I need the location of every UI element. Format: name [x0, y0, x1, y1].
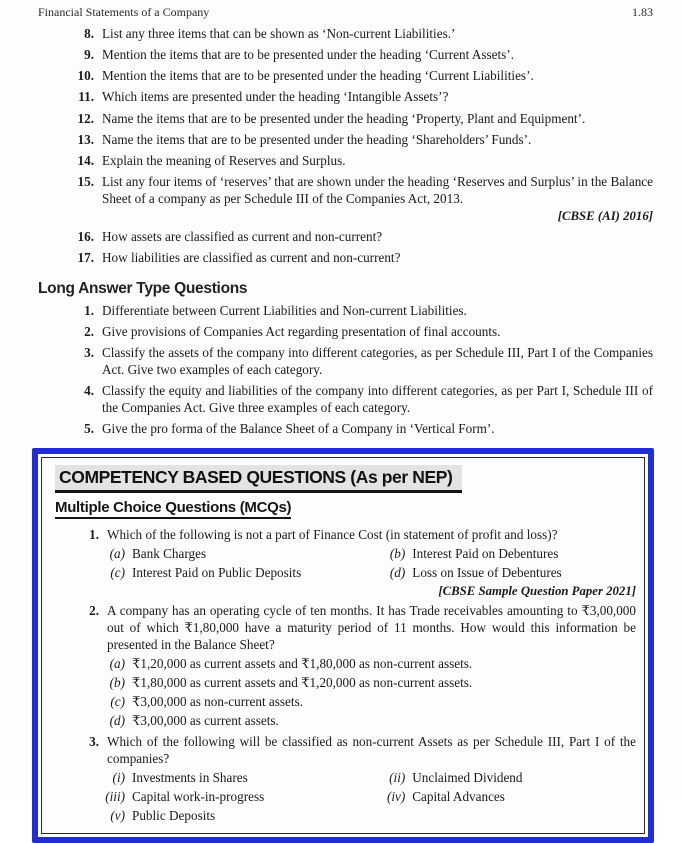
mcq-options: [97, 543, 636, 581]
question-text: Mention the items that are to be presented under the heading ‘Current Assets’.: [102, 47, 514, 63]
question-text: [107, 734, 636, 825]
question-number: 16.: [77, 228, 94, 244]
question-item: [64, 250, 653, 267]
question-text: Name the items that are to be presented under the heading ‘Shareholders’ Funds’.: [102, 131, 532, 147]
question-number: 15.: [77, 173, 94, 189]
mcq-section-title: Multiple Choice Questions (MCQs): [55, 499, 291, 519]
option-label: (ii): [389, 769, 406, 785]
question-item: [64, 229, 653, 246]
mcq-option: [377, 789, 636, 806]
question-text: [102, 174, 653, 224]
mcq-option: [97, 656, 636, 673]
question-item: [64, 421, 653, 438]
question-text: [107, 527, 636, 599]
mcq-option: [377, 565, 636, 582]
question-text: Mention the items that are to be presented under the heading ‘Current Liabilities’.: [102, 68, 534, 84]
competency-section-title: COMPETENCY BASED QUESTIONS (As per NEP): [55, 465, 462, 493]
long-answer-question-list: [64, 303, 653, 437]
mcq-option: [97, 694, 636, 711]
option-text: Bank Charges: [132, 545, 207, 561]
question-item: [64, 303, 653, 320]
question-text: How liabilities are classified as current and non-current?: [102, 249, 401, 265]
mcq-option: [97, 808, 377, 825]
question-number: 5.: [84, 420, 94, 436]
question-item: [64, 345, 653, 378]
option-text: Public Deposits: [132, 808, 216, 824]
question-number: 12.: [77, 110, 94, 126]
question-text: List any three items that can be shown as ‘Non-current Liabilities.’: [102, 26, 456, 41]
question-item: [64, 89, 653, 106]
question-number: 13.: [77, 131, 94, 147]
competency-questions-box: [32, 448, 654, 842]
question-item: [64, 68, 653, 85]
question-item: [64, 383, 653, 416]
question-number: 2.: [89, 603, 99, 619]
option-text: ₹3,00,000 as current assets.: [132, 713, 279, 729]
question-text: Give the pro forma of the Balance Sheet of a Company in ‘Vertical Form’.: [102, 420, 495, 436]
question-text-body: Which of the following is not a part of Finance Cost (in statement of profit and loss)?: [107, 526, 558, 542]
question-item: [64, 111, 653, 128]
option-text: Interest Paid on Public Deposits: [132, 565, 302, 581]
question-item: [64, 153, 653, 170]
mcq-option: [377, 546, 636, 563]
option-label: (a): [109, 545, 125, 561]
option-text: Interest Paid on Debentures: [412, 545, 559, 561]
option-text: Capital work-in-progress: [132, 789, 265, 805]
mcq-item: [69, 527, 636, 599]
mcq-item: [69, 734, 636, 825]
question-number: 10.: [77, 68, 94, 84]
question-number: 17.: [77, 249, 94, 265]
question-number: 1.: [84, 302, 94, 318]
question-text: Classify the equity and liabilities of the company into different categories, as per Part I, Schedule III of the Companies Act. Give three examples of each category.: [102, 382, 653, 415]
option-label: (c): [110, 565, 125, 581]
question-number: 1.: [89, 526, 99, 542]
option-text: Unclaimed Dividend: [412, 769, 523, 785]
option-label: (v): [110, 808, 125, 824]
option-label: (i): [112, 769, 125, 785]
question-text: Name the items that are to be presented under the heading ‘Property, Plant and Equipment’.: [102, 110, 586, 126]
question-text: [107, 603, 636, 729]
mcq-options: [97, 656, 636, 730]
question-text-body: Which of the following will be classified as non-current Assets as per Schedule III, Part I of the companies?: [107, 734, 636, 766]
competency-questions-inner-frame: [41, 457, 645, 833]
question-item: [64, 174, 653, 224]
section-heading-long-answer: Long Answer Type Questions: [38, 280, 248, 298]
citation: [CBSE (AI) 2016]: [557, 209, 653, 224]
option-text: Loss on Issue of Debentures: [412, 565, 562, 581]
page-header: [38, 5, 653, 20]
question-item: [64, 47, 653, 64]
mcq-list: [69, 527, 636, 825]
option-label: (a): [109, 655, 125, 671]
question-number: 2.: [84, 324, 94, 340]
option-text: ₹1,80,000 as current assets and ₹1,20,000 as non-current assets.: [132, 674, 473, 690]
question-item: [64, 324, 653, 341]
mcq-options: [97, 767, 636, 824]
option-label: (d): [389, 565, 406, 581]
mcq-option: [97, 675, 636, 692]
option-label: (b): [109, 674, 125, 690]
short-answer-question-list: [64, 26, 653, 266]
option-label: (iii): [105, 789, 125, 805]
mcq-option: [97, 770, 377, 787]
question-number: 8.: [84, 26, 94, 41]
option-label: (d): [109, 713, 125, 729]
option-text: ₹1,20,000 as current assets and ₹1,80,000 as non-current assets.: [132, 655, 473, 671]
page-number: 1.83: [632, 5, 653, 19]
question-text: Classify the assets of the company into different categories, as per Schedule III, Part I of the Companies Act. Give two examples of each category.: [102, 345, 653, 377]
option-label: (b): [389, 545, 406, 561]
question-item: [64, 26, 653, 43]
option-text: Investments in Shares: [132, 769, 248, 785]
question-number: 9.: [84, 47, 94, 63]
mcq-option: [97, 565, 377, 582]
question-text-body: A company has an operating cycle of ten months. It has Trade receivables amounting to ₹3,00,000 out of which ₹1,80,000 have a maturity period of 11 months. How would this information be presented in the Balance Sheet?: [107, 603, 636, 652]
option-text: Capital Advances: [412, 789, 505, 805]
question-text: Explain the meaning of Reserves and Surplus.: [102, 152, 346, 168]
question-item: [64, 132, 653, 149]
option-label: (c): [110, 693, 125, 709]
question-number: 3.: [84, 345, 94, 361]
option-label: (iv): [386, 789, 406, 805]
question-text: Give provisions of Companies Act regarding presentation of final accounts.: [102, 324, 501, 340]
question-text-body: List any four items of ‘reserves’ that are shown under the heading ‘Reserves and Surplus’ in the Balance Sheet of a company as per Schedule III of the Companies Act, 2013.: [102, 173, 653, 206]
question-text: Differentiate between Current Liabilities and Non-current Liabilities.: [102, 302, 467, 318]
mcq-option: [97, 713, 636, 730]
mcq-item: [69, 603, 636, 729]
question-number: 4.: [84, 382, 94, 398]
option-text: ₹3,00,000 as non-current assets.: [132, 693, 303, 709]
mcq-option: [377, 770, 636, 787]
citation: [CBSE Sample Question Paper 2021]: [438, 583, 636, 598]
question-number: 11.: [78, 89, 94, 105]
question-text: How assets are classified as current and non-current?: [102, 228, 383, 244]
mcq-option: [97, 789, 377, 806]
question-text: Which items are presented under the heading ‘Intangible Assets’?: [102, 89, 449, 105]
mcq-option: [97, 546, 377, 563]
page-title: Financial Statements of a Company: [38, 5, 210, 19]
question-number: 3.: [89, 734, 99, 750]
question-number: 14.: [77, 152, 94, 168]
